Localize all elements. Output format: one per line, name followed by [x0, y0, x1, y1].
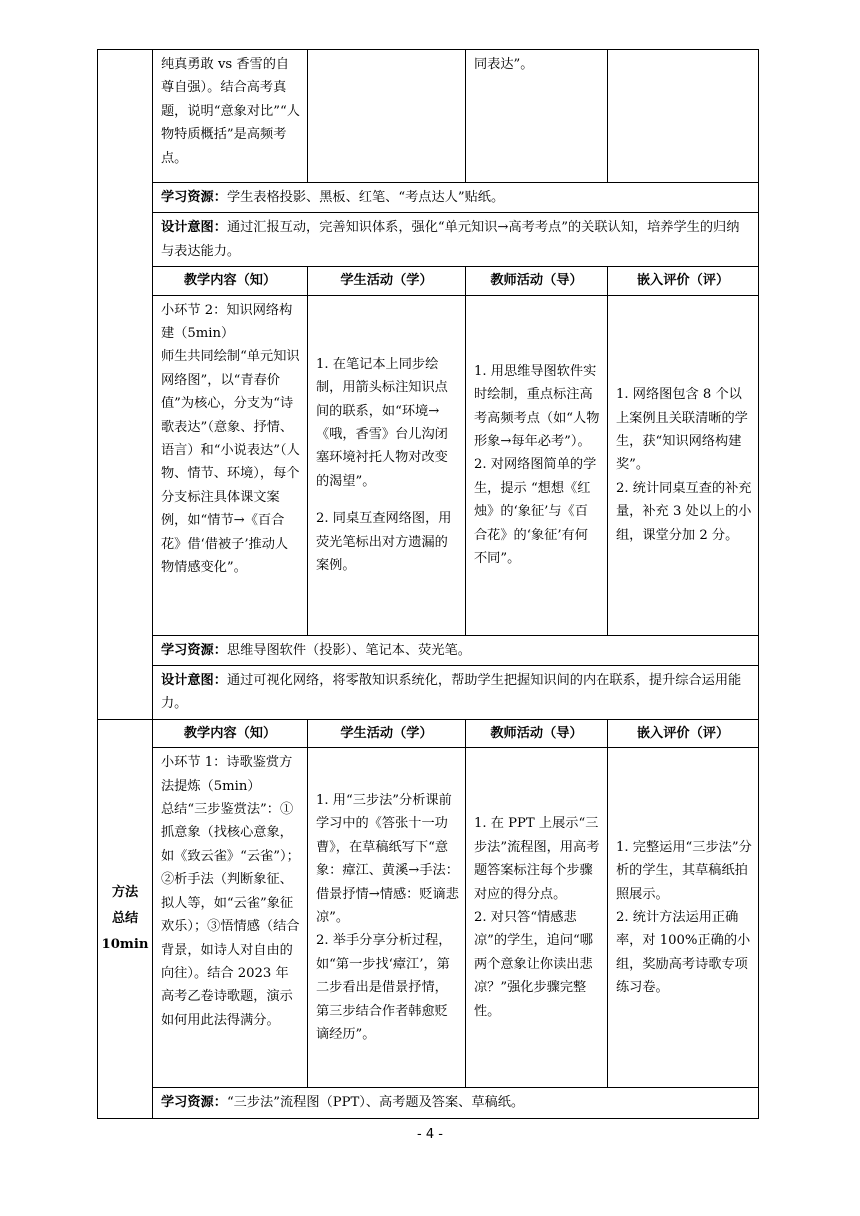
- page-number: - 4 -: [417, 1127, 443, 1142]
- intent-label: 设计意图：: [161, 220, 227, 236]
- table-row: [98, 748, 759, 1088]
- table-row: [98, 50, 759, 183]
- lesson-plan-page: [97, 49, 758, 1119]
- teacher-activity-cell: [466, 295, 608, 635]
- section-label: 方法 总结 10min: [98, 719, 153, 1118]
- header-row: [98, 719, 759, 747]
- intent-cell: [153, 666, 759, 720]
- content-cell: 纯真勇敢 vs 香雪的自尊自强）。结合高考真题，说明“意象对比”“人物特质概括”是高频考点。: [153, 50, 308, 183]
- resources-row: [98, 183, 759, 213]
- intent-row: [98, 666, 759, 720]
- teacher-activity-cell: 同表达”。: [466, 50, 608, 183]
- student-activity-1: 1. 用“三步法”分析课前学习中的《答张十一功曹》，在草稿纸写下“意象：瘴江、黄溪→手法：借景抒情→情感：贬谪悲凉”。: [316, 793, 459, 926]
- header-student: 学生活动（学）: [308, 267, 466, 295]
- table-row: [98, 295, 759, 635]
- teacher-activity-2: 2. 对只答“情感悲凉”的学生，追问“哪两个意象让你读出悲凉？”强化步骤完整性。: [474, 910, 593, 1019]
- student-activity-cell: [308, 50, 466, 183]
- evaluation-cell: [608, 50, 759, 183]
- resources-row: [98, 635, 759, 665]
- evaluation-1: 1. 网络图包含 8 个以上案例且关联清晰的学生，获“知识网络构建奖”。: [616, 387, 748, 473]
- header-evaluation: 嵌入评价（评）: [608, 719, 759, 747]
- resources-text: 学生表格投影、黑板、红笔、“考点达人”贴纸。: [226, 190, 505, 205]
- content-cell: 小环节 2：知识网络构建（5min） 师生共同绘制“单元知识网络图”，以“青春价值”为核心，分支为“诗歌表达”（意象、抒情、语言）和“小说表达”（人物、情节、环境），每个分支标注具体课文案例，如“情节→《百合花》借‘借被子’推动人物情感变化”。: [153, 295, 308, 635]
- header-content: 教学内容（知）: [153, 719, 308, 747]
- section-cell-empty: [98, 50, 153, 720]
- intent-row: [98, 213, 759, 267]
- header-row: [98, 267, 759, 295]
- resources-cell: [153, 635, 759, 665]
- resources-label: 学习资源：: [161, 1095, 227, 1111]
- resources-row: [98, 1088, 759, 1118]
- resources-text: 思维导图软件（投影）、笔记本、荧光笔。: [226, 642, 471, 658]
- evaluation-2: 2. 统计同桌互查的补充量，补充 3 处以上的小组，课堂分加 2 分。: [616, 480, 752, 543]
- intent-label: 设计意图：: [161, 673, 227, 689]
- intent-cell: [153, 213, 759, 267]
- lesson-plan-table: [97, 49, 759, 1119]
- resources-label: 学习资源：: [161, 642, 227, 658]
- teacher-activity-2: 2. 对网络图简单的学生，提示 “想想《红烛》的‘象征’与《百合花》的‘象征’有何不同”。: [474, 457, 597, 567]
- evaluation-cell: [608, 295, 759, 635]
- teacher-activity-1: 1. 在 PPT 上展示“三步法”流程图，用高考题答案标注每个步骤对应的得分点。: [474, 816, 600, 902]
- resources-cell: [153, 1088, 759, 1118]
- resources-cell: [153, 183, 759, 213]
- teacher-activity-1: 1. 用思维导图软件实时绘制，重点标注高考高频考点（如“人物形象→每年必考”）。: [474, 363, 600, 450]
- student-activity-cell: [308, 748, 466, 1088]
- resources-label: 学习资源：: [161, 190, 227, 205]
- evaluation-2: 2. 统计方法运用正确率，对 100%正确的小组，奖励高考诗歌专项练习卷。: [616, 910, 751, 996]
- resources-text: “三步法”流程图（PPT）、高考题及答案、草稿纸。: [226, 1095, 525, 1111]
- student-activity-2: 2. 同桌互查网络图，用荧光笔标出对方遗漏的案例。: [316, 511, 452, 574]
- content-cell: 小环节 1：诗歌鉴赏方法提炼（5min） 总结“三步鉴赏法”：①抓意象（找核心意象，如《致云雀》“云雀”）；②析手法（判断象征、拟人等，如“云雀”象征欢乐）；③悟情感（结合背景，如诗人对自由的向往）。结合 2023 年高考乙卷诗歌题，演示如何用此法得满分。: [153, 748, 308, 1088]
- evaluation-1: 1. 完整运用“三步法”分析的学生，其草稿纸拍照展示。: [616, 839, 752, 902]
- student-activity-2: 2. 举手分享分析过程，如“第一步找‘瘴江’，第二步看出是借景抒情，第三步结合作者韩愈贬谪经历”。: [316, 933, 452, 1043]
- header-evaluation: 嵌入评价（评）: [608, 267, 759, 295]
- header-content: 教学内容（知）: [153, 267, 308, 295]
- header-teacher: 教师活动（导）: [466, 267, 608, 295]
- teacher-activity-cell: [466, 748, 608, 1088]
- intent-text: 通过汇报互动，完善知识体系，强化“单元知识→高考考点”的关联认知，培养学生的归纳与表达能力。: [161, 220, 740, 259]
- student-activity-cell: [308, 295, 466, 635]
- evaluation-cell: [608, 748, 759, 1088]
- intent-text: 通过可视化网络，将零散知识系统化，帮助学生把握知识间的内在联系，提升综合运用能力。: [161, 673, 742, 712]
- student-activity-1: 1. 在笔记本上同步绘制，用箭头标注知识点间的联系，如“环境→《哦，香雪》台儿沟闭塞环境衬托人物对改变的渴望”。: [316, 356, 448, 489]
- header-student: 学生活动（学）: [308, 719, 466, 747]
- header-teacher: 教师活动（导）: [466, 719, 608, 747]
